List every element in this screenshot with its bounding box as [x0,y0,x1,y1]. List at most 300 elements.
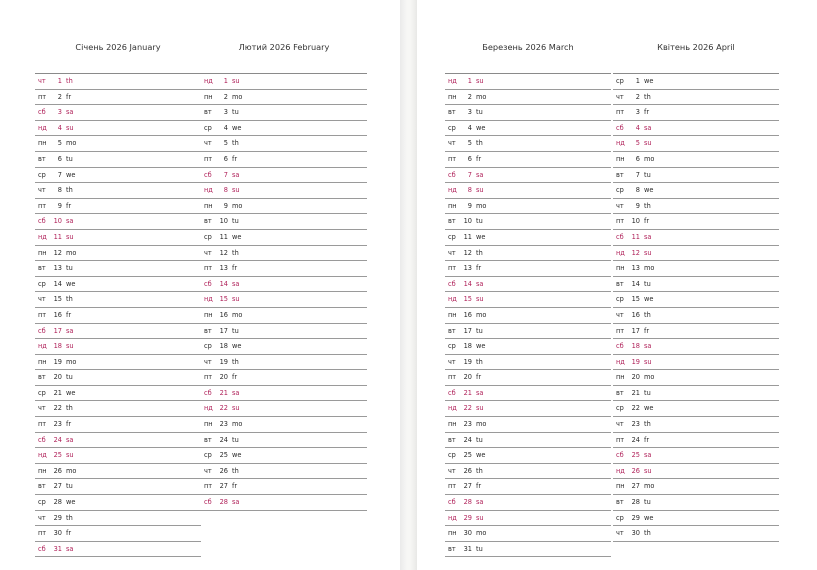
day-number: 11 [53,232,62,241]
weekday-label: пн [616,482,625,491]
day-number: 9 [635,201,640,210]
day-number: 2 [223,92,228,101]
weekday-label: пн [448,92,457,101]
day-number: 26 [631,466,640,475]
day-number: 22 [219,404,228,413]
day-number: 17 [219,326,228,335]
weekday-english: mo [476,201,487,210]
day-number: 21 [463,388,472,397]
weekday-english: tu [644,388,651,397]
weekday-english: mo [644,264,655,273]
day-row [35,495,201,511]
day-row [445,214,611,230]
weekday-english: tu [232,217,239,226]
day-row [613,136,779,152]
weekday-english: we [232,232,242,241]
weekday-label: вт [38,154,46,163]
weekday-label: пт [204,154,213,163]
day-number: 7 [635,170,640,179]
weekday-label: пн [204,92,213,101]
weekday-label: пт [616,435,625,444]
weekday-english: su [476,77,484,85]
weekday-label: сб [38,326,46,335]
weekday-english: fr [232,482,238,491]
day-row [445,511,611,527]
day-row [201,370,367,386]
day-row [445,308,611,324]
day-number: 11 [219,232,228,241]
weekday-label: нд [204,77,213,85]
weekday-label: ср [204,342,212,351]
weekday-english: mo [476,529,487,538]
day-row [445,433,611,449]
weekday-label: чт [616,420,624,429]
weekday-english: we [644,513,654,522]
weekday-english: th [644,310,651,319]
weekday-english: th [66,77,73,85]
day-row [201,168,367,184]
weekday-label: нд [204,295,213,304]
left-page [0,0,400,570]
day-row [445,74,611,90]
weekday-label: пт [448,264,457,273]
day-number: 12 [53,248,62,257]
day-row [445,324,611,340]
day-number: 10 [463,217,472,226]
day-row [445,355,611,371]
weekday-english: mo [66,139,77,148]
day-number: 3 [635,108,640,117]
weekday-english: we [66,170,76,179]
weekday-english: fr [476,154,482,163]
weekday-label: нд [204,186,213,195]
weekday-english: fr [232,154,238,163]
day-row [445,90,611,106]
day-number: 15 [53,295,62,304]
weekday-label: нд [448,404,457,413]
day-number: 16 [463,310,472,319]
weekday-label: пт [616,217,625,226]
day-row [201,136,367,152]
weekday-english: tu [476,326,483,335]
weekday-label: пт [448,373,457,382]
day-row [613,214,779,230]
day-number: 20 [631,373,640,382]
weekday-english: sa [232,170,240,179]
day-number: 5 [635,139,640,148]
weekday-english: tu [476,108,483,117]
day-row [35,401,201,417]
day-row [613,339,779,355]
weekday-label: сб [616,451,624,460]
weekday-label: пт [38,310,47,319]
day-row [613,105,779,121]
month-title: Квітень 2026 April [657,42,735,52]
day-row [201,386,367,402]
weekday-english: th [644,420,651,429]
day-number: 14 [219,279,228,288]
day-number: 8 [635,186,640,195]
weekday-label: чт [616,92,624,101]
day-number: 7 [57,170,62,179]
weekday-english: sa [232,498,240,507]
day-number: 2 [467,92,472,101]
weekday-english: we [476,342,486,351]
day-number: 24 [53,435,62,444]
weekday-english: fr [232,373,238,382]
weekday-english: mo [644,482,655,491]
day-row [35,214,201,230]
day-number: 2 [635,92,640,101]
day-number: 5 [57,139,62,148]
month-title: Січень 2026 January [75,42,161,52]
weekday-english: we [66,279,76,288]
day-number: 8 [467,186,472,195]
day-row [35,339,201,355]
day-number: 12 [631,248,640,257]
weekday-label: сб [616,342,624,351]
day-row [35,433,201,449]
weekday-label: сб [204,279,212,288]
weekday-english: fr [644,326,650,335]
weekday-label: пн [448,201,457,210]
day-number: 4 [57,123,62,132]
weekday-label: ср [38,388,46,397]
weekday-label: ср [616,77,624,85]
day-number: 27 [631,482,640,491]
weekday-english: tu [232,326,239,335]
weekday-label: нд [616,139,625,148]
day-row [35,324,201,340]
weekday-english: su [232,295,240,304]
day-row [35,90,201,106]
day-number: 6 [467,154,472,163]
day-row [613,308,779,324]
day-row [445,542,611,558]
day-row [201,495,367,511]
weekday-label: чт [448,139,456,148]
day-row [201,199,367,215]
day-number: 8 [57,186,62,195]
day-row [445,417,611,433]
weekday-label: вт [616,170,624,179]
day-number: 17 [53,326,62,335]
weekday-label: ср [204,123,212,132]
day-number: 19 [631,357,640,366]
day-row [613,277,779,293]
day-row [445,495,611,511]
day-number: 9 [57,201,62,210]
weekday-label: пн [38,248,47,257]
weekday-english: su [66,342,74,351]
day-row [613,417,779,433]
weekday-english: fr [66,529,72,538]
day-row [201,417,367,433]
day-row [445,105,611,121]
day-number: 28 [219,498,228,507]
day-row [445,464,611,480]
day-row [35,152,201,168]
weekday-label: нд [38,232,47,241]
weekday-label: вт [448,544,456,553]
day-number: 23 [219,420,228,429]
day-number: 30 [631,529,640,538]
weekday-english: su [644,248,652,257]
day-number: 6 [635,154,640,163]
weekday-label: пт [204,264,213,273]
day-number: 13 [463,264,472,273]
weekday-label: пн [616,373,625,382]
day-row [613,121,779,137]
day-number: 2 [57,92,62,101]
weekday-label: вт [448,435,456,444]
weekday-english: tu [476,217,483,226]
day-number: 10 [219,217,228,226]
weekday-english: mo [232,310,243,319]
weekday-label: чт [448,248,456,257]
weekday-label: вт [616,498,624,507]
weekday-label: пн [204,201,213,210]
day-row [201,183,367,199]
weekday-label: сб [448,388,456,397]
weekday-english: th [232,248,239,257]
day-row [201,464,367,480]
day-number: 3 [57,108,62,117]
weekday-label: пн [38,139,47,148]
day-row [201,246,367,262]
day-number: 1 [223,77,228,85]
day-row [201,479,367,495]
weekday-label: ср [616,404,624,413]
day-row [613,261,779,277]
day-row [613,479,779,495]
day-number: 6 [223,154,228,163]
day-number: 14 [463,279,472,288]
day-row [35,370,201,386]
day-row [201,105,367,121]
weekday-english: th [66,295,73,304]
day-row [35,479,201,495]
weekday-english: tu [66,154,73,163]
day-row [613,152,779,168]
weekday-english: su [644,466,652,475]
day-number: 28 [631,498,640,507]
weekday-english: mo [476,92,487,101]
day-row [613,230,779,246]
day-number: 23 [631,420,640,429]
day-number: 27 [53,482,62,491]
day-number: 22 [463,404,472,413]
day-row [445,168,611,184]
weekday-label: чт [204,139,212,148]
day-row [201,214,367,230]
weekday-english: we [476,123,486,132]
day-number: 22 [631,404,640,413]
weekday-english: we [644,77,654,85]
weekday-english: we [232,123,242,132]
weekday-english: su [66,232,74,241]
day-row [35,230,201,246]
weekday-label: ср [448,123,456,132]
day-number: 23 [463,420,472,429]
day-number: 9 [467,201,472,210]
weekday-label: пт [38,529,47,538]
weekday-label: сб [38,544,46,553]
day-number: 10 [631,217,640,226]
weekday-label: нд [616,248,625,257]
weekday-label: вт [204,326,212,335]
weekday-label: вт [204,108,212,117]
weekday-english: we [476,451,486,460]
weekday-label: чт [38,77,46,85]
day-number: 4 [467,123,472,132]
weekday-english: sa [476,170,484,179]
weekday-label: вт [616,388,624,397]
weekday-label: чт [204,248,212,257]
day-row [201,401,367,417]
day-number: 13 [631,264,640,273]
day-number: 3 [223,108,228,117]
day-number: 6 [57,154,62,163]
day-number: 29 [463,513,472,522]
day-number: 1 [57,77,62,85]
weekday-english: mo [476,420,487,429]
weekday-label: нд [448,295,457,304]
weekday-english: fr [644,217,650,226]
day-number: 30 [53,529,62,538]
day-row [613,199,779,215]
day-row [35,136,201,152]
day-number: 31 [53,544,62,553]
day-number: 13 [219,264,228,273]
day-number: 12 [219,248,228,257]
weekday-english: mo [232,201,243,210]
day-row [201,308,367,324]
day-number: 14 [631,279,640,288]
day-row [613,511,779,527]
day-row [35,105,201,121]
weekday-english: we [476,232,486,241]
weekday-label: чт [616,529,624,538]
weekday-label: вт [448,217,456,226]
weekday-english: tu [232,108,239,117]
day-number: 12 [463,248,472,257]
day-row [201,152,367,168]
weekday-label: чт [616,201,624,210]
day-row [613,324,779,340]
day-number: 19 [53,357,62,366]
weekday-label: чт [38,295,46,304]
day-row [613,526,779,542]
weekday-english: mo [644,373,655,382]
day-number: 7 [223,170,228,179]
weekday-english: sa [476,498,484,507]
weekday-english: th [476,139,483,148]
day-row [613,495,779,511]
weekday-english: su [66,123,74,132]
day-row [35,277,201,293]
weekday-english: fr [66,420,72,429]
weekday-label: сб [204,498,212,507]
weekday-english: fr [476,373,482,382]
weekday-english: we [66,388,76,397]
weekday-english: mo [476,310,487,319]
day-number: 4 [635,123,640,132]
weekday-label: вт [204,217,212,226]
weekday-label: пт [38,92,47,101]
day-row [445,277,611,293]
day-number: 20 [463,373,472,382]
weekday-label: нд [448,77,457,85]
weekday-label: пт [448,154,457,163]
weekday-english: sa [66,108,74,117]
weekday-english: su [476,295,484,304]
day-row [445,339,611,355]
day-number: 26 [53,466,62,475]
weekday-label: пн [448,420,457,429]
weekday-label: пт [616,326,625,335]
day-number: 31 [463,544,472,553]
weekday-label: сб [204,388,212,397]
day-number: 20 [219,373,228,382]
day-row [201,448,367,464]
weekday-label: пн [204,310,213,319]
weekday-english: mo [66,248,77,257]
weekday-label: пн [448,529,457,538]
weekday-label: ср [38,279,46,288]
weekday-english: th [644,92,651,101]
day-row [613,246,779,262]
weekday-english: tu [66,482,73,491]
weekday-english: we [66,498,76,507]
weekday-english: sa [66,435,74,444]
weekday-english: su [476,513,484,522]
day-row [445,136,611,152]
day-number: 27 [463,482,472,491]
weekday-english: sa [66,544,74,553]
day-number: 18 [53,342,62,351]
weekday-english: sa [644,451,652,460]
weekday-english: mo [232,420,243,429]
weekday-label: нд [448,513,457,522]
day-number: 18 [631,342,640,351]
weekday-label: пн [616,264,625,273]
day-number: 1 [467,77,472,85]
day-row [445,183,611,199]
weekday-label: чт [204,466,212,475]
day-number: 22 [53,404,62,413]
day-row [445,386,611,402]
day-row [201,433,367,449]
weekday-english: fr [644,108,650,117]
weekday-label: вт [38,482,46,491]
weekday-label: ср [616,295,624,304]
weekday-english: su [476,186,484,195]
weekday-label: пт [38,201,47,210]
weekday-label: нд [448,186,457,195]
weekday-english: th [66,404,73,413]
weekday-english: th [232,466,239,475]
day-row [613,355,779,371]
weekday-label: сб [38,217,46,226]
weekday-english: th [644,201,651,210]
day-number: 21 [631,388,640,397]
weekday-english: su [232,77,240,85]
weekday-english: fr [66,92,72,101]
weekday-label: пн [38,466,47,475]
day-row [613,401,779,417]
day-number: 26 [463,466,472,475]
